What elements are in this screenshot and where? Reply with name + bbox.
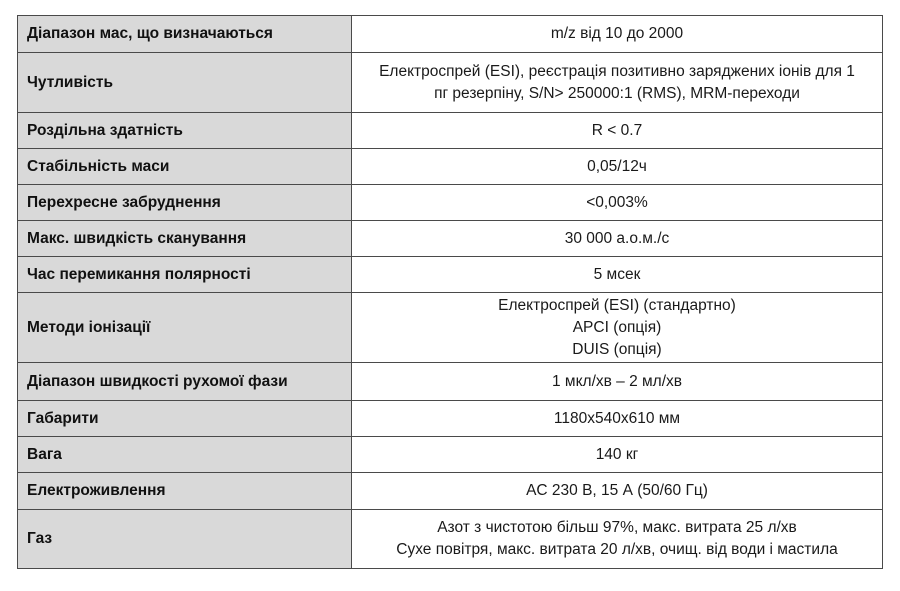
row-value (352, 363, 883, 401)
row-value (352, 293, 883, 363)
row-value (352, 53, 883, 113)
row-value (352, 437, 883, 473)
value-line: APCI (опція) (572, 318, 662, 336)
value-line: 140 кг (595, 445, 639, 463)
value-line: 1180х540х610 мм (553, 409, 681, 427)
row-label: Макс. швидкість сканування (18, 221, 352, 257)
value-line: 0,05/12ч (587, 157, 647, 175)
value-line: Електроспрей (ESI), реєстрація позитивно заряджених іонів для 1 (379, 62, 855, 80)
value-line: Електроспрей (ESI) (стандартно) (498, 296, 736, 314)
value-line: Азот з чистотою більш 97%, макс. витрата 25 л/хв (437, 519, 797, 536)
table-row (18, 149, 883, 185)
table-row (18, 473, 883, 510)
row-label: Роздільна здатність (18, 113, 352, 149)
row-label: Стабільність маси (18, 149, 352, 185)
value-line: <0,003% (586, 193, 648, 211)
row-value (352, 401, 883, 437)
row-value (352, 473, 883, 510)
table-row (18, 510, 883, 569)
row-label: Вага (18, 437, 352, 473)
table-row (18, 293, 883, 363)
specifications-table (17, 15, 883, 569)
row-value (352, 185, 883, 221)
row-value (352, 113, 883, 149)
table-row (18, 185, 883, 221)
table-row (18, 437, 883, 473)
value-line: Сухе повітря, макс. витрата 20 л/хв, очищ. від води і мастила (396, 541, 838, 558)
row-label: Перехресне забруднення (18, 185, 352, 221)
row-value (352, 221, 883, 257)
value-line: 5 мсек (593, 265, 641, 283)
table-row (18, 221, 883, 257)
row-label: Методи іонізації (18, 293, 352, 363)
table-row (18, 53, 883, 113)
row-label: Діапазон швидкості рухомої фази (18, 363, 352, 401)
row-label: Час перемикання полярності (18, 257, 352, 293)
table-row (18, 401, 883, 437)
row-value (352, 257, 883, 293)
row-label: Чутливість (18, 53, 352, 113)
value-line: R < 0.7 (591, 121, 643, 139)
table-row (18, 257, 883, 293)
value-line: AC 230 В, 15 А (50/60 Гц) (526, 482, 708, 499)
table-row (18, 16, 883, 53)
value-line: 30 000 а.о.м./с (564, 229, 670, 247)
row-value (352, 16, 883, 53)
row-value (352, 149, 883, 185)
row-label: Електроживлення (18, 473, 352, 510)
row-label: Габарити (18, 401, 352, 437)
row-label: Діапазон мас, що визначаються (18, 16, 352, 53)
value-line: DUIS (опція) (572, 340, 662, 358)
table-row (18, 113, 883, 149)
value-line: 1 мкл/хв – 2 мл/хв (551, 372, 683, 390)
row-label: Газ (18, 510, 352, 569)
value-line: пг резерпіну, S/N> 250000:1 (RMS), MRM-переходи (434, 84, 800, 102)
value-line: m/z від 10 до 2000 (550, 25, 684, 42)
row-value (352, 510, 883, 569)
table-row (18, 363, 883, 401)
